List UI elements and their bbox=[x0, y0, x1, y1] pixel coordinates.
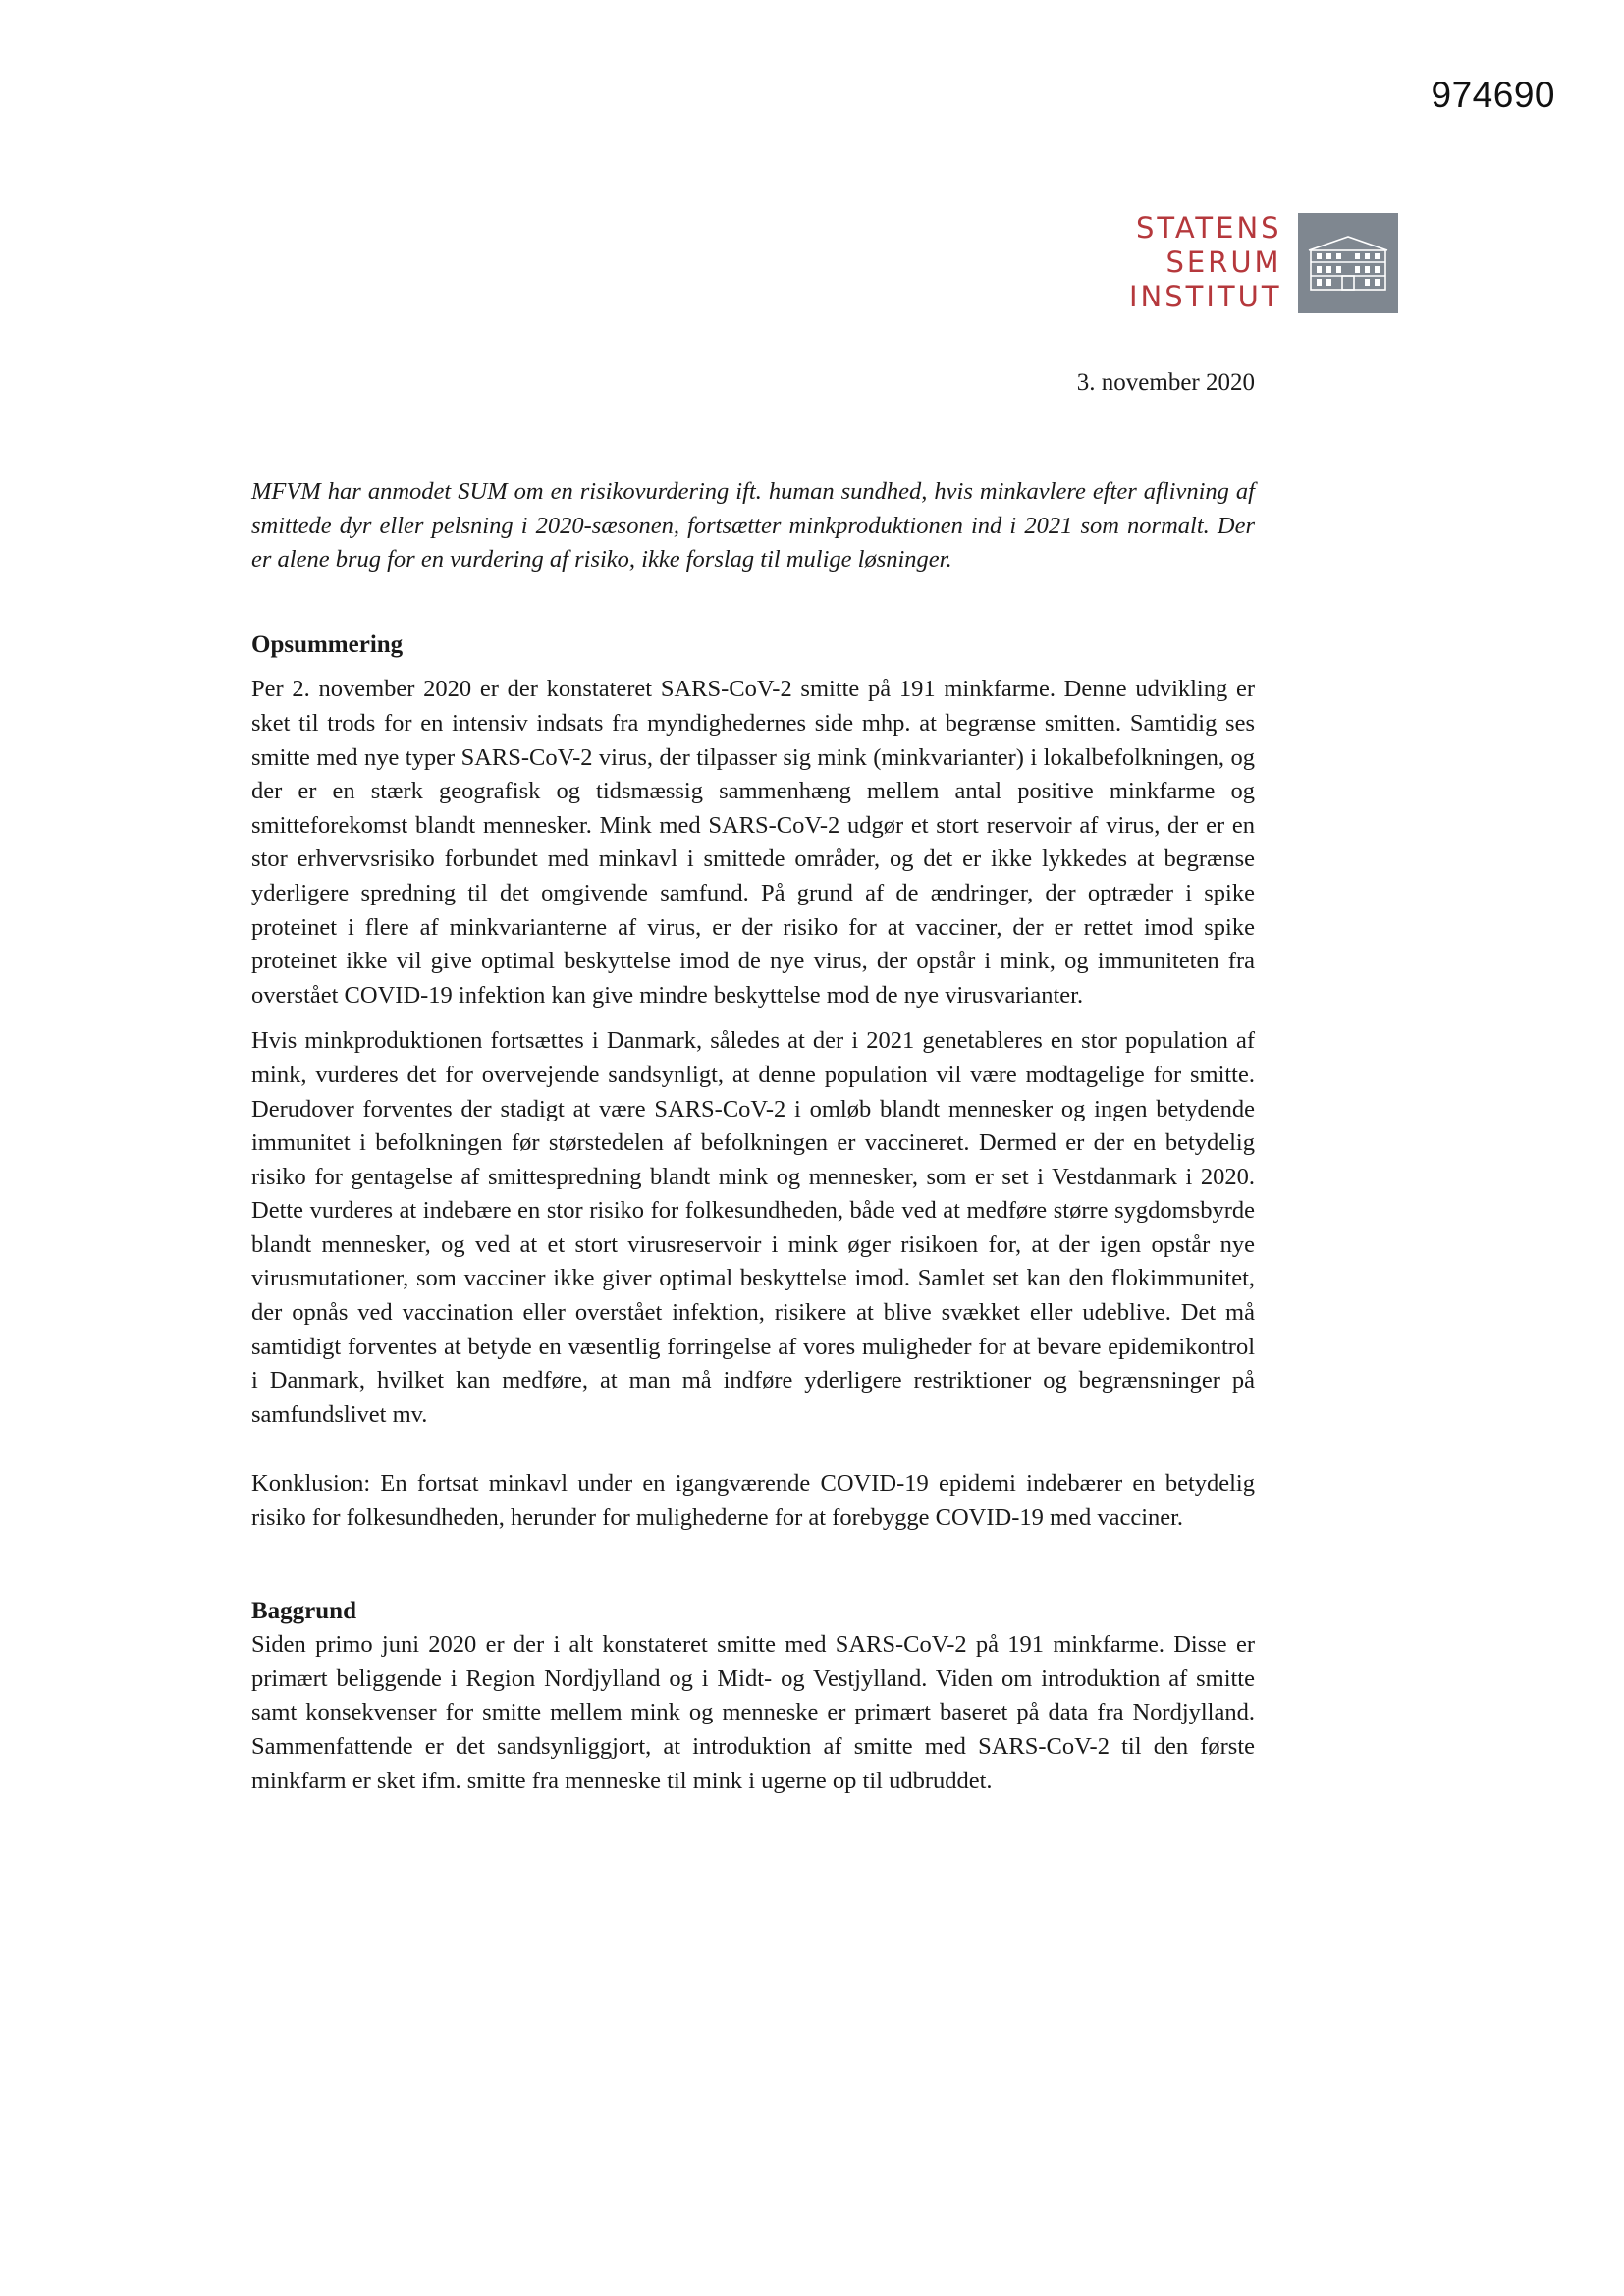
document-id: 974690 bbox=[1431, 75, 1555, 115]
summary-paragraph-2: Hvis minkproduktionen fortsættes i Danmark, således at der i 2021 genetableres en stor population af mink, vurderes det for overvejende sandsynligt, at denne population vil være modtagelige for smitte. Derudover forventes der stadigt at være SARS-CoV-2 i omløb blandt mennesker og ingen betydende immunitet i befolkningen før størstedelen af befolkningen er vaccineret. Dermed er der en betydelig risiko for gentagelse af smittespredning blandt mink og mennesker, som er set i Vestdanmark i 2020. Dette vurderes at indebære en stor risiko for folkesundheden, både ved at medføre større sygdomsbyrde blandt mennesker, og ved at et stort virusreservoir i mink øger risikoen for, at der igen opstår nye virusmutationer, som vacciner ikke giver optimal beskyttelse imod. Samlet set kan den flokimmunitet, der opnås ved vaccination eller overstået infektion, risikere at blive svækket eller udeblive. Det må samtidigt forventes at betyde en væsentlig forringelse af vores muligheder for at bevare epidemikontrol i Danmark, hvilket kan medføre, at man må indføre yderligere restriktioner og begrænsninger på samfundslivet mv. bbox=[251, 1027, 1255, 1428]
logo-line-3: INSTITUT bbox=[1129, 280, 1282, 313]
document-body bbox=[251, 475, 1255, 1798]
request-intro: MFVM har anmodet SUM om en risikovurdering ift. human sundhed, hvis minkavlere efter aflivning af smittede dyr eller pelsning i 2020-sæsonen, fortsætter minkproduktionen ind i 2021 som normalt. Der er alene brug for en vurdering af risiko, ikke forslag til mulige løsninger. bbox=[251, 478, 1255, 574]
logo-line-2: SERUM bbox=[1165, 246, 1282, 279]
background-heading: Baggrund bbox=[251, 1597, 356, 1624]
building-icon bbox=[1298, 213, 1398, 313]
logo-wordmark bbox=[1129, 211, 1282, 314]
conclusion-paragraph: Konklusion: En fortsat minkavl under en igangværende COVID-19 epidemi indebærer en betydelig risiko for folkesundheden, herunder for mulighederne for at forebygge COVID-19 med vacciner. bbox=[251, 1470, 1255, 1532]
letter-date: 3. november 2020 bbox=[1076, 369, 1255, 396]
background-paragraph: Siden primo juni 2020 er der i alt konstateret smitte med SARS-CoV-2 på 191 minkfarme. Disse er primært beliggende i Region Nordjylland og i Midt- og Vestjylland. Viden om introduktion af smitte samt konsekvenser for smitte mellem mink og menneske er primært baseret på data fra Nordjylland. Sammenfattende er det sandsynliggjort, at introduktion af smitte med SARS-CoV-2 til den første minkfarm er sket ifm. smitte fra menneske til mink i ugerne op til udbruddet. bbox=[251, 1631, 1255, 1794]
summary-paragraph-1: Per 2. november 2020 er der konstateret SARS-CoV-2 smitte på 191 minkfarme. Denne udvikling er sket til trods for en intensiv indsats fra myndighedernes side mhp. at begrænse smitten. Samtidig ses smitte med nye typer SARS-CoV-2 virus, der tilpasser sig mink (minkvarianter) i lokalbefolkningen, og der er en stærk geografisk og tidsmæssig sammenhæng mellem antal positive minkfarme og smitteforekomst blandt mennesker. Mink med SARS-CoV-2 udgør et stort reservoir af virus, der er en stor erhvervsrisiko forbundet med minkavl i smittede områder, og det er ikke lykkedes at begrænse yderligere spredning til det omgivende samfund. På grund af de ændringer, der optræder i spike proteinet i flere af minkvarianterne af virus, er der risiko for at vacciner, der er rettet imod spike proteinet ikke vil give optimal beskyttelse imod de nye virus, der opstår i mink, og immuniteten fra overstået COVID-19 infektion kan give mindre beskyttelse mod de nye virusvarianter. bbox=[251, 676, 1255, 1009]
ssi-logo bbox=[1129, 211, 1398, 314]
summary-heading: Opsummering bbox=[251, 630, 404, 658]
logo-line-1: STATENS bbox=[1135, 211, 1282, 245]
